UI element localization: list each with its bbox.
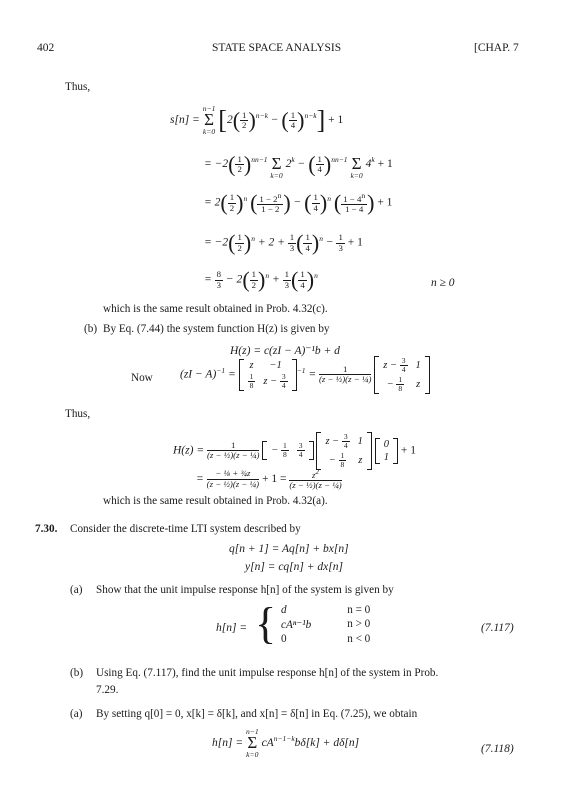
equation-line: = −2( $\frac{1}{2}$ )$^{nn-1}$ Σ k=0 $2^k$ − ( $\frac{1}{4}$ )$^{nn-1}$ Σ k=0 4$^k$ + 1 — [204, 151, 393, 181]
s-lhs: s[n] = — [170, 113, 200, 126]
thus-text: Thus, — [65, 408, 91, 420]
body-text: By Eq. (7.44) the system function H(z) is given by — [103, 323, 330, 335]
running-title: STATE SPACE ANALYSIS — [212, 42, 342, 54]
page-number: 402 — [37, 42, 55, 54]
body-text: Using Eq. (7.117), find the unit impulse response h[n] of the system in Prob. — [96, 667, 439, 679]
body-text: By setting q[0] = 0, x[k] = δ[k], and x[n] = δ[n] in Eq. (7.25), we obtain — [96, 708, 418, 720]
equation-number: (7.118) — [481, 743, 514, 755]
equation-line: = −2( $\frac{1}{2}$ )$^n$ + 2 + $\frac{1}{3}$ ( $\frac{1}{4}$ )$^n$ − $\frac{1}{3}$ + 1 — [204, 230, 363, 255]
chapter-label: [CHAP. 7 — [474, 42, 519, 54]
equation-number: (7.117) — [481, 622, 514, 634]
case-value: 0 — [281, 632, 287, 645]
part-label: (b) — [84, 323, 98, 335]
thus-text: Thus, — [65, 81, 91, 93]
equation-line: h[n] = n−1 Σ k=0 $cA^{n-1-k}b\delta[k] + d\delta[n]$ — [212, 727, 360, 760]
h-lhs: h[n] = — [216, 622, 248, 634]
equation-line: H(z) = $\frac{1}{\text{(z − ½)(z − ¼)}}$ − $\frac{1}{8}$ $\frac{3}{4}$ z − $\frac{3}{4}$ 1 − $\frac{1}{8}$ z 0 1 + 1 — [173, 432, 417, 469]
cases-block: { d n = 0 cAⁿ⁻¹b n > 0 0 n < 0 — [255, 602, 378, 646]
body-text: which is the same result obtained in Prob. 4.32(c). — [103, 303, 328, 315]
equation-line: s[n] = n−1 Σ k=0 [2( $\frac{1}{2}$ )$^{n-k}$ − ( $\frac{1}{4}$ )$^{n-k}$] + 1 — [170, 104, 344, 137]
case-condition: n > 0 — [347, 618, 371, 630]
part-label: (a) — [70, 584, 83, 596]
body-text: Show that the unit impulse response h[n] of the system is given by — [96, 584, 394, 596]
system-function-equation: H(z) = c(zI − A)⁻¹b + d — [230, 345, 340, 357]
equation-line: = $\frac{8}{3}$ − 2( $\frac{1}{2}$ )$^n$ + $\frac{1}{3}$ ( $\frac{1}{4}$ )$^n$ — [204, 267, 318, 292]
body-text: 7.29. — [96, 684, 119, 696]
part-label: (a) — [70, 708, 83, 720]
state-equation: q[n + 1] = Aq[n] + bx[n] — [229, 543, 349, 555]
body-text: which is the same result obtained in Prob. 4.32(a). — [103, 495, 328, 507]
part-label: (b) — [70, 667, 84, 679]
output-equation: y[n] = cq[n] + dx[n] — [245, 561, 343, 573]
case-value: d — [281, 603, 287, 616]
condition-n-ge-0: n ≥ 0 — [431, 277, 455, 289]
equation-line: = 2( $\frac{1}{2}$ )$^n$ ( $\frac{1 - 2^n}{1 - 2}$ ) − ( $\frac{1}{4}$ )$^n$ ( $\frac{1 - 4^n}{1 - 4}$ ) + 1 — [204, 190, 393, 215]
body-text: Consider the discrete-time LTI system described by — [70, 523, 301, 535]
case-value: cAⁿ⁻¹b — [281, 618, 312, 631]
case-condition: n < 0 — [347, 632, 371, 645]
now-text: Now — [131, 372, 153, 384]
problem-number: 7.30. — [35, 523, 58, 535]
equation-line: (zI − A)$^{-1}$ = z −1 $\frac{1}{8}$ z − $\frac{3}{4}$ $^{-1}$ = $\frac{1}{\text{(z − ½)(z − ¼)}}$ z − $\frac{3}{4}$ 1 − $\frac{1}{8}$ z — [180, 356, 430, 394]
case-condition: n = 0 — [347, 603, 371, 616]
equation-line: = $\frac{\text{− ⅛ + ¾z}}{\text{(z − ½)(z − ¼)}}$ + 1 = $\frac{z^2}{\text{(z − ½)(z − ¼)}}$ — [196, 467, 342, 491]
